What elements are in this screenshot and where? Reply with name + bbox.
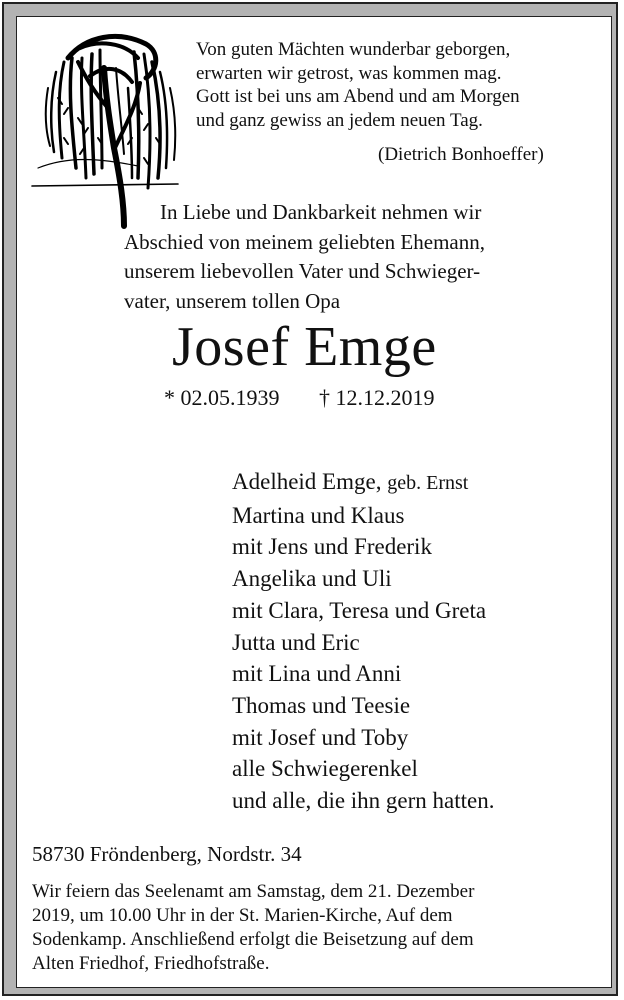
intro-line: In Liebe und Dankbarkeit nehmen wir	[160, 200, 482, 224]
poem-line: Gott ist bei uns am Abend und am Morgen	[196, 86, 520, 107]
poem	[196, 38, 520, 132]
service-info	[32, 880, 588, 976]
family-line: alle Schwiegerenkel	[232, 756, 418, 782]
life-dates	[164, 385, 435, 411]
poem-line: Von guten Mächten wunderbar geborgen,	[196, 39, 511, 60]
family-line: mit Lina und Anni	[232, 661, 402, 687]
family-line: Angelika und Uli	[232, 566, 392, 592]
poem-author: (Dietrich Bonhoeffer)	[378, 144, 544, 165]
family-line: Jutta und Eric	[232, 629, 360, 655]
intro-line: unserem liebevollen Vater und Schwieger-	[124, 259, 481, 283]
family-line: und alle, die ihn gern hatten.	[232, 788, 495, 814]
poem-line: und ganz gewiss an jedem neuen Tag.	[196, 109, 483, 131]
address: 58730 Fröndenberg, Nordstr. 34	[32, 842, 302, 866]
service-line: Sodenkamp. Anschließend erfolgt die Beisetzung auf dem	[32, 929, 474, 950]
family-line: mit Clara, Teresa und Greta	[232, 597, 487, 623]
service-line: Alten Friedhof, Friedhofstraße.	[32, 953, 270, 974]
family-line: mit Jens und Frederik	[232, 534, 432, 560]
death-date: † 12.12.2019	[319, 385, 435, 410]
family-list	[232, 466, 495, 817]
birth-date: * 02.05.1939	[164, 385, 280, 410]
family-line: mit Josef und Toby	[232, 724, 409, 750]
service-line: 2019, um 10.00 Uhr in der St. Marien-Kirche, Auf dem	[32, 905, 453, 926]
intro-text	[124, 198, 590, 316]
family-line: Martina und Klaus	[232, 502, 405, 528]
family-widow-note: geb. Ernst	[387, 472, 469, 494]
family-line: Thomas und Teesie	[232, 692, 411, 718]
intro-line: Abschied von meinem geliebten Ehemann,	[124, 229, 485, 254]
family-widow: Adelheid Emge,	[232, 469, 382, 494]
service-line: Wir feiern das Seelenamt am Samstag, dem 21. Dezember	[32, 881, 475, 902]
deceased-name: Josef Emge	[172, 316, 437, 378]
poem-line: erwarten wir getrost, was kommen mag.	[196, 62, 502, 84]
intro-line: vater, unserem tollen Opa	[124, 288, 341, 313]
family-line	[232, 466, 495, 500]
